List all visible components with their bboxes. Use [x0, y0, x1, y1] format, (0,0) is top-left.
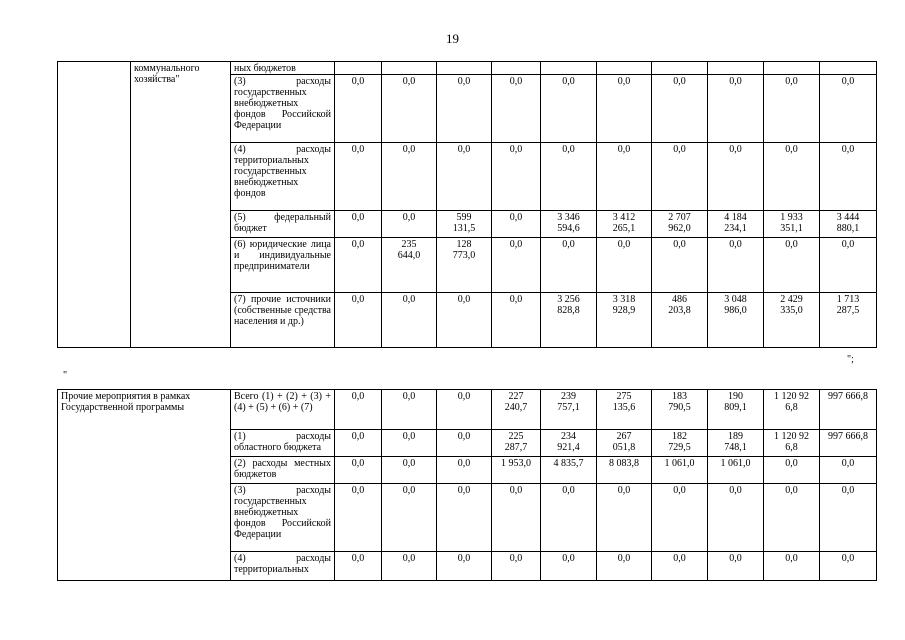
table-row	[58, 62, 877, 75]
value-cell: 0,0	[492, 238, 541, 293]
value-cell	[541, 62, 597, 75]
value-cell: 0,0	[382, 293, 437, 348]
program-name-cell: Прочие мероприятия в рамках Государственной программы	[58, 390, 231, 581]
value-cell: 3 346 594,6	[541, 211, 597, 238]
value-cell: 3 412 265,1	[597, 211, 652, 238]
program-name-cell: коммунального хозяйства"	[131, 62, 231, 348]
value-cell: 0,0	[492, 293, 541, 348]
value-cell: 0,0	[382, 552, 437, 581]
funding-source-cell: Всего (1) + (2) + (3) + (4) + (5) + (6) + (7)	[231, 390, 335, 430]
value-cell: 0,0	[652, 75, 708, 143]
value-cell: 3 048 986,0	[708, 293, 764, 348]
value-cell: 0,0	[437, 293, 492, 348]
value-cell: 0,0	[335, 211, 382, 238]
value-cell	[335, 62, 382, 75]
funding-source-cell: (1) расходы областного бюджета	[231, 430, 335, 457]
value-cell	[708, 62, 764, 75]
funding-source-cell: (3) расходы государственных внебюджетных фондов Российской Федерации	[231, 484, 335, 552]
value-cell: 0,0	[764, 457, 820, 484]
funding-table-bottom	[57, 389, 877, 581]
value-cell: 0,0	[437, 390, 492, 430]
value-cell: 0,0	[335, 484, 382, 552]
value-cell: 128 773,0	[437, 238, 492, 293]
value-cell: 997 666,8	[820, 390, 877, 430]
value-cell: 0,0	[597, 143, 652, 211]
value-cell: 0,0	[335, 75, 382, 143]
value-cell: 0,0	[820, 143, 877, 211]
value-cell: 0,0	[335, 430, 382, 457]
funding-source-cell: (2) расходы местных бюджетов	[231, 457, 335, 484]
value-cell: 0,0	[437, 552, 492, 581]
value-cell: 0,0	[541, 75, 597, 143]
value-cell: 1 120 92 6,8	[764, 390, 820, 430]
value-cell: 0,0	[708, 143, 764, 211]
funding-table-top	[57, 61, 877, 348]
value-cell: 0,0	[492, 484, 541, 552]
value-cell: 0,0	[708, 75, 764, 143]
value-cell	[492, 62, 541, 75]
value-cell: 1 953,0	[492, 457, 541, 484]
value-cell: 0,0	[652, 143, 708, 211]
value-cell: 0,0	[820, 238, 877, 293]
value-cell: 0,0	[764, 143, 820, 211]
closing-quote-mark: ";	[847, 354, 854, 365]
value-cell: 0,0	[335, 293, 382, 348]
value-cell: 0,0	[820, 552, 877, 581]
value-cell: 275 135,6	[597, 390, 652, 430]
blank-cell	[58, 62, 131, 348]
value-cell: 599 131,5	[437, 211, 492, 238]
value-cell: 189 748,1	[708, 430, 764, 457]
value-cell: 0,0	[335, 457, 382, 484]
value-cell: 234 921,4	[541, 430, 597, 457]
table-row	[58, 390, 877, 430]
value-cell: 0,0	[437, 75, 492, 143]
value-cell: 4 835,7	[541, 457, 597, 484]
value-cell: 0,0	[382, 211, 437, 238]
value-cell: 486 203,8	[652, 293, 708, 348]
value-cell: 0,0	[437, 143, 492, 211]
value-cell: 183 790,5	[652, 390, 708, 430]
value-cell: 227 240,7	[492, 390, 541, 430]
value-cell: 0,0	[382, 75, 437, 143]
value-cell: 4 184 234,1	[708, 211, 764, 238]
value-cell: 239 757,1	[541, 390, 597, 430]
value-cell: 0,0	[382, 484, 437, 552]
value-cell: 2 707 962,0	[652, 211, 708, 238]
opening-quote-mark: "	[63, 370, 68, 381]
value-cell: 0,0	[597, 484, 652, 552]
value-cell: 0,0	[437, 484, 492, 552]
value-cell: 0,0	[541, 143, 597, 211]
value-cell: 0,0	[764, 75, 820, 143]
value-cell	[437, 62, 492, 75]
value-cell: 0,0	[820, 484, 877, 552]
value-cell: 0,0	[820, 457, 877, 484]
value-cell: 0,0	[708, 238, 764, 293]
value-cell	[764, 62, 820, 75]
value-cell: 0,0	[820, 75, 877, 143]
value-cell: 3 256 828,8	[541, 293, 597, 348]
value-cell: 0,0	[382, 430, 437, 457]
value-cell: 0,0	[541, 484, 597, 552]
value-cell: 0,0	[382, 390, 437, 430]
value-cell: 0,0	[708, 484, 764, 552]
value-cell: 235 644,0	[382, 238, 437, 293]
value-cell: 1 120 92 6,8	[764, 430, 820, 457]
value-cell: 0,0	[492, 143, 541, 211]
funding-source-cell: (6) юридические лица и индивидуальные предприниматели	[231, 238, 335, 293]
value-cell: 3 444 880,1	[820, 211, 877, 238]
value-cell: 0,0	[492, 552, 541, 581]
value-cell	[597, 62, 652, 75]
value-cell: 0,0	[437, 457, 492, 484]
value-cell: 1 061,0	[652, 457, 708, 484]
page-number: 19	[446, 31, 459, 46]
value-cell: 1 713 287,5	[820, 293, 877, 348]
funding-source-cell: (4) расходы территориальных	[231, 552, 335, 581]
value-cell: 0,0	[492, 211, 541, 238]
value-cell: 0,0	[382, 143, 437, 211]
value-cell: 0,0	[382, 457, 437, 484]
value-cell: 190 809,1	[708, 390, 764, 430]
value-cell: 0,0	[335, 143, 382, 211]
value-cell: 0,0	[541, 238, 597, 293]
funding-source-cell: (7) прочие источники (собственные средства населения и др.)	[231, 293, 335, 348]
value-cell: 0,0	[541, 552, 597, 581]
value-cell: 1 933 351,1	[764, 211, 820, 238]
value-cell: 0,0	[492, 75, 541, 143]
funding-source-cell: (4) расходы территориальных государственных внебюджетных фондов	[231, 143, 335, 211]
funding-source-cell: (3) расходы государственных внебюджетных фондов Российской Федерации	[231, 75, 335, 143]
value-cell: 1 061,0	[708, 457, 764, 484]
value-cell: 0,0	[708, 552, 764, 581]
value-cell: 0,0	[597, 238, 652, 293]
value-cell: 0,0	[335, 552, 382, 581]
value-cell: 0,0	[597, 552, 652, 581]
value-cell: 0,0	[764, 552, 820, 581]
value-cell: 225 287,7	[492, 430, 541, 457]
value-cell	[652, 62, 708, 75]
value-cell: 0,0	[652, 552, 708, 581]
value-cell: 0,0	[597, 75, 652, 143]
value-cell: 0,0	[764, 484, 820, 552]
value-cell	[820, 62, 877, 75]
value-cell: 0,0	[652, 484, 708, 552]
value-cell: 267 051,8	[597, 430, 652, 457]
value-cell: 182 729,5	[652, 430, 708, 457]
funding-source-cell: (5) федеральный бюджет	[231, 211, 335, 238]
value-cell: 0,0	[335, 238, 382, 293]
funding-source-cell: ных бюджетов	[231, 62, 335, 75]
value-cell: 0,0	[764, 238, 820, 293]
value-cell: 2 429 335,0	[764, 293, 820, 348]
value-cell: 3 318 928,9	[597, 293, 652, 348]
value-cell: 997 666,8	[820, 430, 877, 457]
value-cell: 0,0	[652, 238, 708, 293]
value-cell: 8 083,8	[597, 457, 652, 484]
value-cell	[382, 62, 437, 75]
value-cell: 0,0	[437, 430, 492, 457]
value-cell: 0,0	[335, 390, 382, 430]
